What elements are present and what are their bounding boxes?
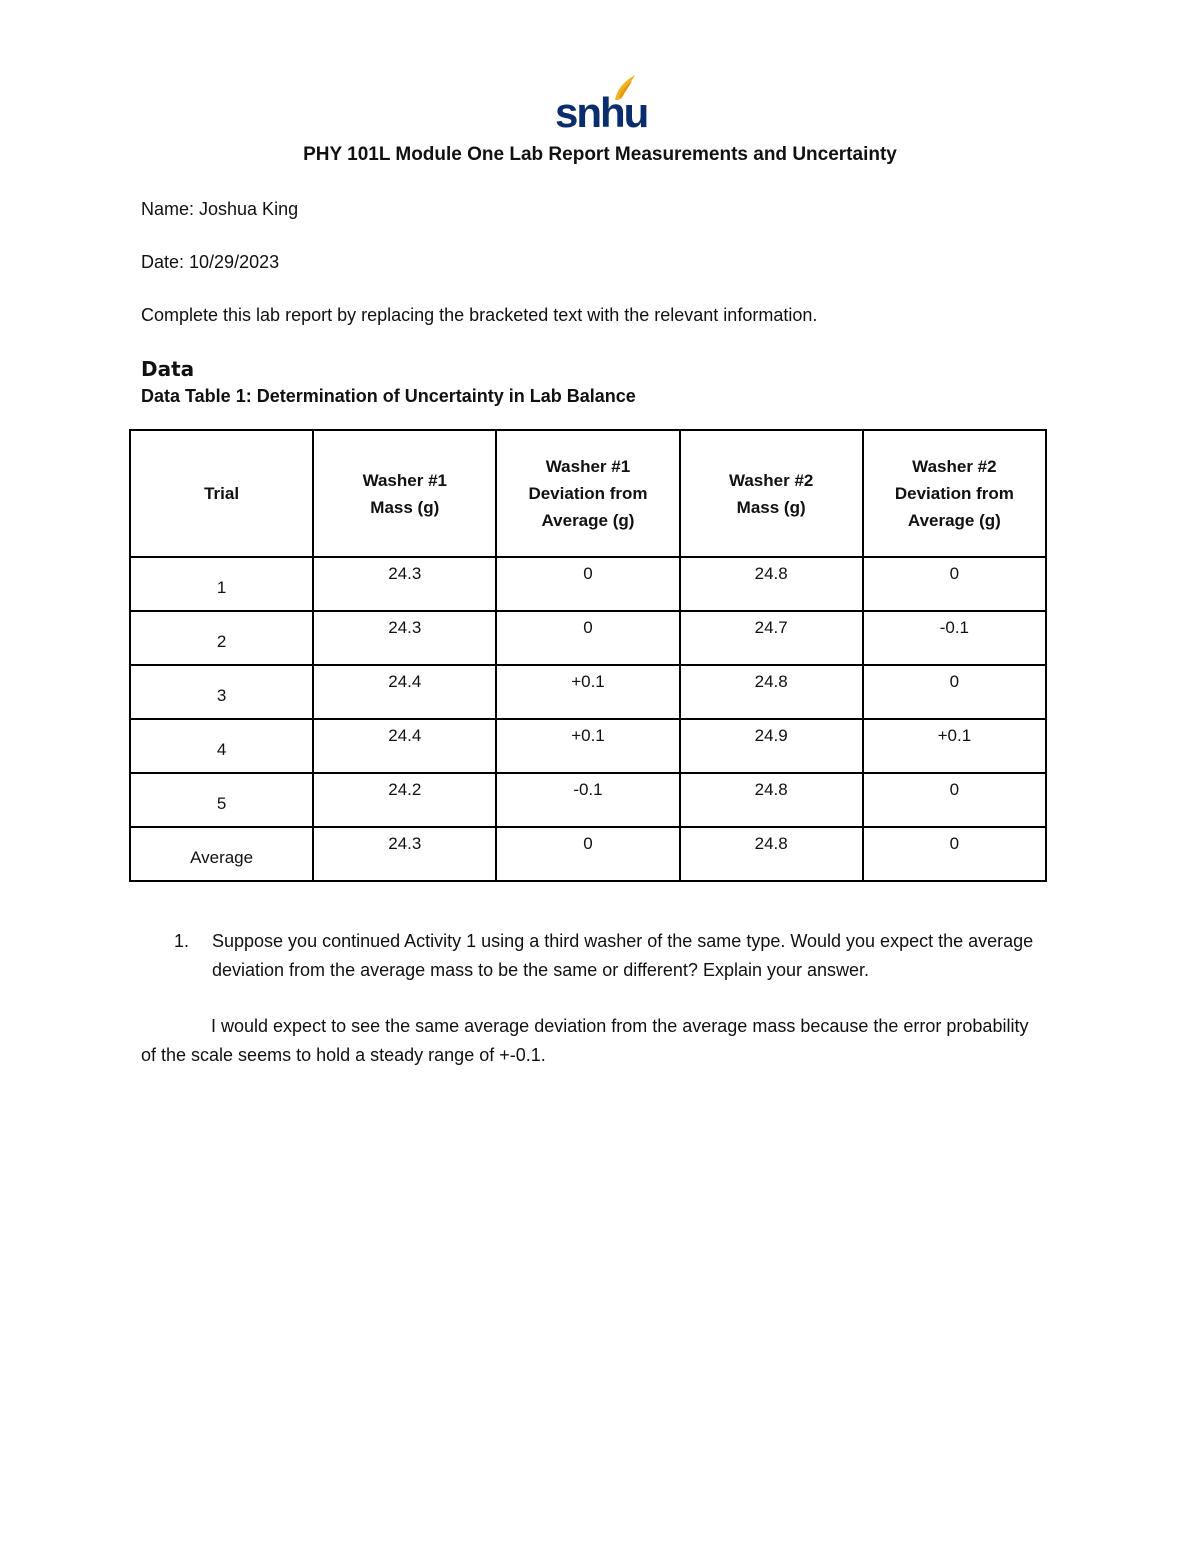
table-row xyxy=(130,719,1046,773)
cell-w2-dev xyxy=(863,719,1046,773)
cell-trial xyxy=(130,665,313,719)
cell-text: 0 xyxy=(583,564,593,583)
cell-text: 4 xyxy=(216,740,227,759)
cell-text: Average xyxy=(190,848,254,867)
cell-w1-dev xyxy=(496,611,679,665)
cell-w2-mass xyxy=(680,719,863,773)
cell-w1-mass xyxy=(313,557,496,611)
cell-text: 24.8 xyxy=(754,780,788,799)
cell-w2-mass xyxy=(680,773,863,827)
cell-text: 1 xyxy=(216,578,227,597)
cell-text: 2 xyxy=(216,632,227,651)
cell-trial xyxy=(130,719,313,773)
cell-w1-dev xyxy=(496,827,679,881)
cell-trial xyxy=(130,773,313,827)
cell-w2-dev xyxy=(863,773,1046,827)
name-line: Name: Joshua King xyxy=(141,199,299,219)
cell-w1-mass xyxy=(313,665,496,719)
header-washer1-deviation xyxy=(496,430,679,557)
cell-text: 24.4 xyxy=(388,672,422,691)
cell-trial xyxy=(130,611,313,665)
header-text: Washer #1 xyxy=(362,470,447,490)
header-text: Deviation from xyxy=(894,484,1014,503)
header-text: Mass (g) xyxy=(370,497,440,517)
header-trial xyxy=(130,430,313,557)
date-line: Date: 10/29/2023 xyxy=(141,252,280,272)
cell-w2-dev xyxy=(863,611,1046,665)
cell-w1-dev xyxy=(496,773,679,827)
cell-w1-mass xyxy=(313,719,496,773)
cell-w2-mass xyxy=(680,611,863,665)
cell-text: 3 xyxy=(216,686,227,705)
cell-text: 24.8 xyxy=(754,834,788,853)
header-text: Washer #2 xyxy=(912,457,997,476)
cell-text: +0.1 xyxy=(571,726,605,745)
header-text: Mass (g) xyxy=(736,497,806,517)
cell-text: 24.8 xyxy=(754,564,788,583)
cell-w2-mass xyxy=(680,827,863,881)
table-row xyxy=(130,611,1046,665)
header-text: Trial xyxy=(204,484,240,503)
cell-text: 24.9 xyxy=(754,726,788,745)
cell-text: +0.1 xyxy=(571,672,605,691)
cell-text: 24.3 xyxy=(388,564,422,583)
cell-w1-dev xyxy=(496,557,679,611)
header-text: Average (g) xyxy=(541,511,635,530)
table-row-average xyxy=(130,827,1046,881)
cell-text: 24.3 xyxy=(388,834,422,853)
cell-text: -0.1 xyxy=(939,618,970,637)
question-number: 1. xyxy=(174,931,190,951)
cell-w1-dev xyxy=(496,719,679,773)
answer-text: I would expect to see the same average deviation from the average mass because the error probability of the scale seems to hold a steady range of +-0.1. xyxy=(141,1016,1029,1065)
cell-text: 0 xyxy=(583,618,593,637)
cell-text: 24.3 xyxy=(388,618,422,637)
question-text: Suppose you continued Activity 1 using a third washer of the same type. Would you expect the average deviation from the average mass to be the same or different? Explain your answer. xyxy=(212,931,1034,980)
cell-w1-mass xyxy=(313,827,496,881)
logo-wordmark: snhu xyxy=(555,89,648,136)
header-washer1-mass xyxy=(313,430,496,557)
table-header-row xyxy=(130,430,1046,557)
cell-text: 5 xyxy=(216,794,227,813)
cell-w2-dev xyxy=(863,827,1046,881)
cell-w2-dev xyxy=(863,665,1046,719)
table-row xyxy=(130,665,1046,719)
table-row xyxy=(130,557,1046,611)
cell-text: 0 xyxy=(949,672,960,691)
table-caption: Data Table 1: Determination of Uncertainty in Lab Balance xyxy=(141,386,636,406)
section-heading-data: Data xyxy=(141,357,195,381)
cell-text: +0.1 xyxy=(937,726,972,745)
header-washer2-mass xyxy=(680,430,863,557)
header-washer2-deviation xyxy=(863,430,1046,557)
snhu-logo xyxy=(555,72,648,136)
cell-text: 0 xyxy=(949,834,960,853)
cell-w2-mass xyxy=(680,665,863,719)
cell-text: 0 xyxy=(583,834,593,853)
cell-w1-mass xyxy=(313,611,496,665)
header-text: Washer #2 xyxy=(728,470,814,490)
data-table xyxy=(129,429,1047,882)
header-text: Washer #1 xyxy=(545,457,631,476)
header-text: Average (g) xyxy=(907,511,1001,530)
cell-text: 0 xyxy=(949,780,960,799)
cell-w1-mass xyxy=(313,773,496,827)
cell-text: -0.1 xyxy=(573,780,603,799)
cell-text: 0 xyxy=(949,564,960,583)
cell-text: 24.7 xyxy=(754,618,788,637)
instructions-line: Complete this lab report by replacing the bracketed text with the relevant information. xyxy=(141,305,818,325)
cell-trial xyxy=(130,827,313,881)
table-row xyxy=(130,773,1046,827)
cell-w2-dev xyxy=(863,557,1046,611)
cell-trial xyxy=(130,557,313,611)
header-text: Deviation from xyxy=(528,484,648,503)
cell-text: 24.8 xyxy=(754,672,788,691)
cell-w2-mass xyxy=(680,557,863,611)
page-title: PHY 101L Module One Lab Report Measurements and Uncertainty xyxy=(303,144,897,165)
cell-text: 24.2 xyxy=(388,780,422,799)
cell-text: 24.4 xyxy=(388,726,422,745)
cell-w1-dev xyxy=(496,665,679,719)
